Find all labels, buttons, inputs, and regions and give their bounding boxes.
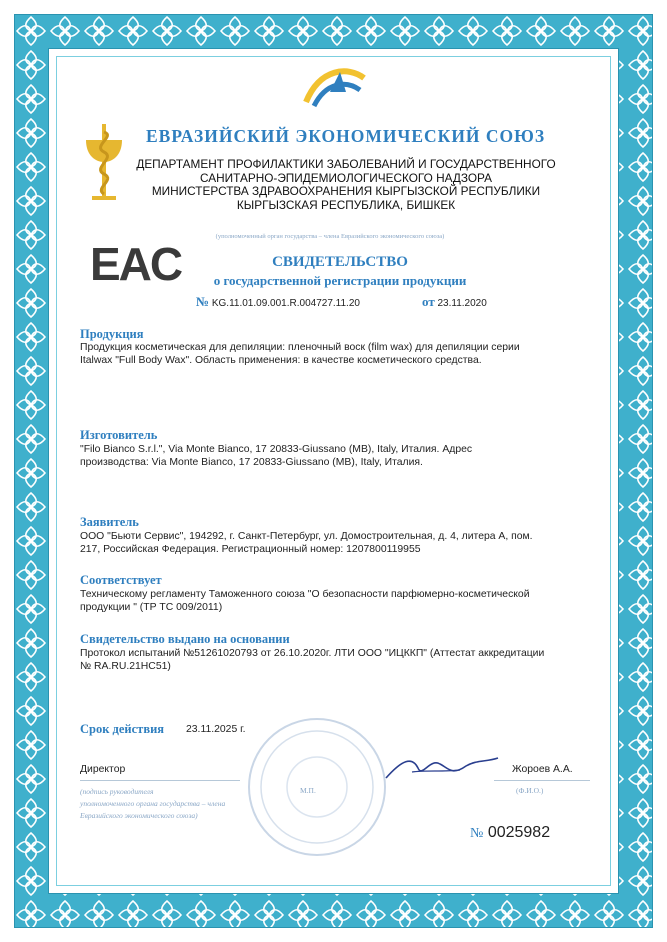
fio-label: (Ф.И.О.)	[516, 786, 544, 795]
basis-text	[80, 647, 592, 673]
serial-label: №	[470, 826, 484, 841]
department-line: МИНИСТЕРСТВА ЗДРАВООХРАНЕНИЯ КЫРГЫЗСКОЙ РЕСПУБЛИКИ	[151, 184, 541, 199]
signer-line	[494, 780, 590, 781]
certificate-date-group	[422, 294, 487, 310]
conformity-line: продукции " (ТР ТС 009/2011)	[80, 602, 223, 613]
basis-line: № RA.RU.21НС51)	[80, 661, 171, 672]
signature-line	[80, 780, 240, 781]
union-title: ЕВРАЗИЙСКИЙ ЭКОНОМИЧЕСКИЙ СОЮЗ	[146, 126, 546, 146]
certificate-title: СВИДЕТЕЛЬСТВО	[272, 254, 408, 270]
serial-number-row	[470, 824, 550, 842]
eac-mark-text: EAC	[90, 238, 182, 290]
director-note-line: (подпись руководителя	[80, 787, 154, 796]
applicant-heading: Заявитель	[80, 515, 139, 529]
product-text	[80, 341, 592, 367]
manufacturer-line: производства: Via Monte Bianco, 17 20833-Giussano (MB), Italy, Италия.	[80, 457, 423, 468]
basis-heading: Свидетельство выдано на основании	[80, 632, 290, 646]
stamp-place-label: М.П.	[300, 786, 316, 795]
department-line: КЫРГЫЗСКАЯ РЕСПУБЛИКА, БИШКЕК	[236, 197, 456, 212]
applicant-line: 217, Российская Федерация. Регистрационный номер: 1207800119955	[80, 544, 421, 555]
certificate-number: KG.11.01.09.001.R.004727.11.20	[211, 298, 360, 309]
signer-name: Жороев А.А.	[512, 764, 573, 775]
manufacturer-line: "Filo Bianco S.r.l.", Via Monte Bianco, 17 20833-Giussano (MB), Italy, Италия. Адрес	[80, 444, 473, 455]
product-line: Italwax "Full Body Wax". Область применения: в качестве косметического средства.	[80, 355, 482, 366]
date-label: от	[422, 294, 435, 309]
department-block	[126, 158, 566, 212]
product-heading: Продукция	[80, 327, 144, 341]
medical-bowl-icon	[82, 118, 126, 202]
eaeu-emblem-icon	[300, 62, 370, 114]
product-line: Продукция косметическая для депиляции: пленочный воск (film wax) для депиляции серии	[80, 342, 520, 353]
conformity-heading: Соответствует	[80, 573, 162, 587]
conformity-line: Техническому регламенту Таможенного союза "О безопасности парфюмерно-косметической	[80, 589, 530, 600]
basis-line: Протокол испытаний №51261020793 от 26.10.2020г. ЛТИ ООО "ИЦККП" (Аттестат аккредитации	[80, 648, 545, 659]
manufacturer-heading: Изготовитель	[80, 428, 158, 442]
authority-note: (уполномоченный орган государства – члена Евразийского экономического союза)	[215, 233, 445, 240]
director-note-line: Евразийского экономического союза)	[80, 811, 198, 820]
department-line: ДЕПАРТАМЕНТ ПРОФИЛАКТИКИ ЗАБОЛЕВАНИЙ И ГОСУДАРСТВЕННОГО	[136, 157, 556, 171]
certificate-subtitle: о государственной регистрации продукции	[213, 273, 467, 288]
manufacturer-text	[80, 443, 592, 469]
applicant-line: ООО "Бьюти Сервис", 194292, г. Санкт-Петербург, ул. Домостроительная, д. 4, литера А, пом.	[80, 531, 533, 542]
handwritten-signature	[382, 750, 502, 786]
applicant-text	[80, 530, 592, 556]
serial-number: 0025982	[487, 824, 551, 841]
director-label: Директор	[80, 764, 126, 775]
validity-date: 23.11.2025 г.	[186, 724, 246, 735]
eac-mark-icon	[88, 236, 182, 290]
certificate-number-row	[196, 294, 556, 310]
certificate-date: 23.11.2020	[437, 298, 487, 309]
department-line: САНИТАРНО-ЭПИДЕМИОЛОГИЧЕСКОГО НАДЗОРА	[200, 170, 492, 185]
number-label: №	[196, 294, 210, 309]
director-note-line: уполномоченного органа государства – члена	[80, 799, 226, 808]
conformity-text	[80, 588, 592, 614]
validity-label: Срок действия	[80, 722, 165, 736]
director-note	[80, 786, 260, 822]
